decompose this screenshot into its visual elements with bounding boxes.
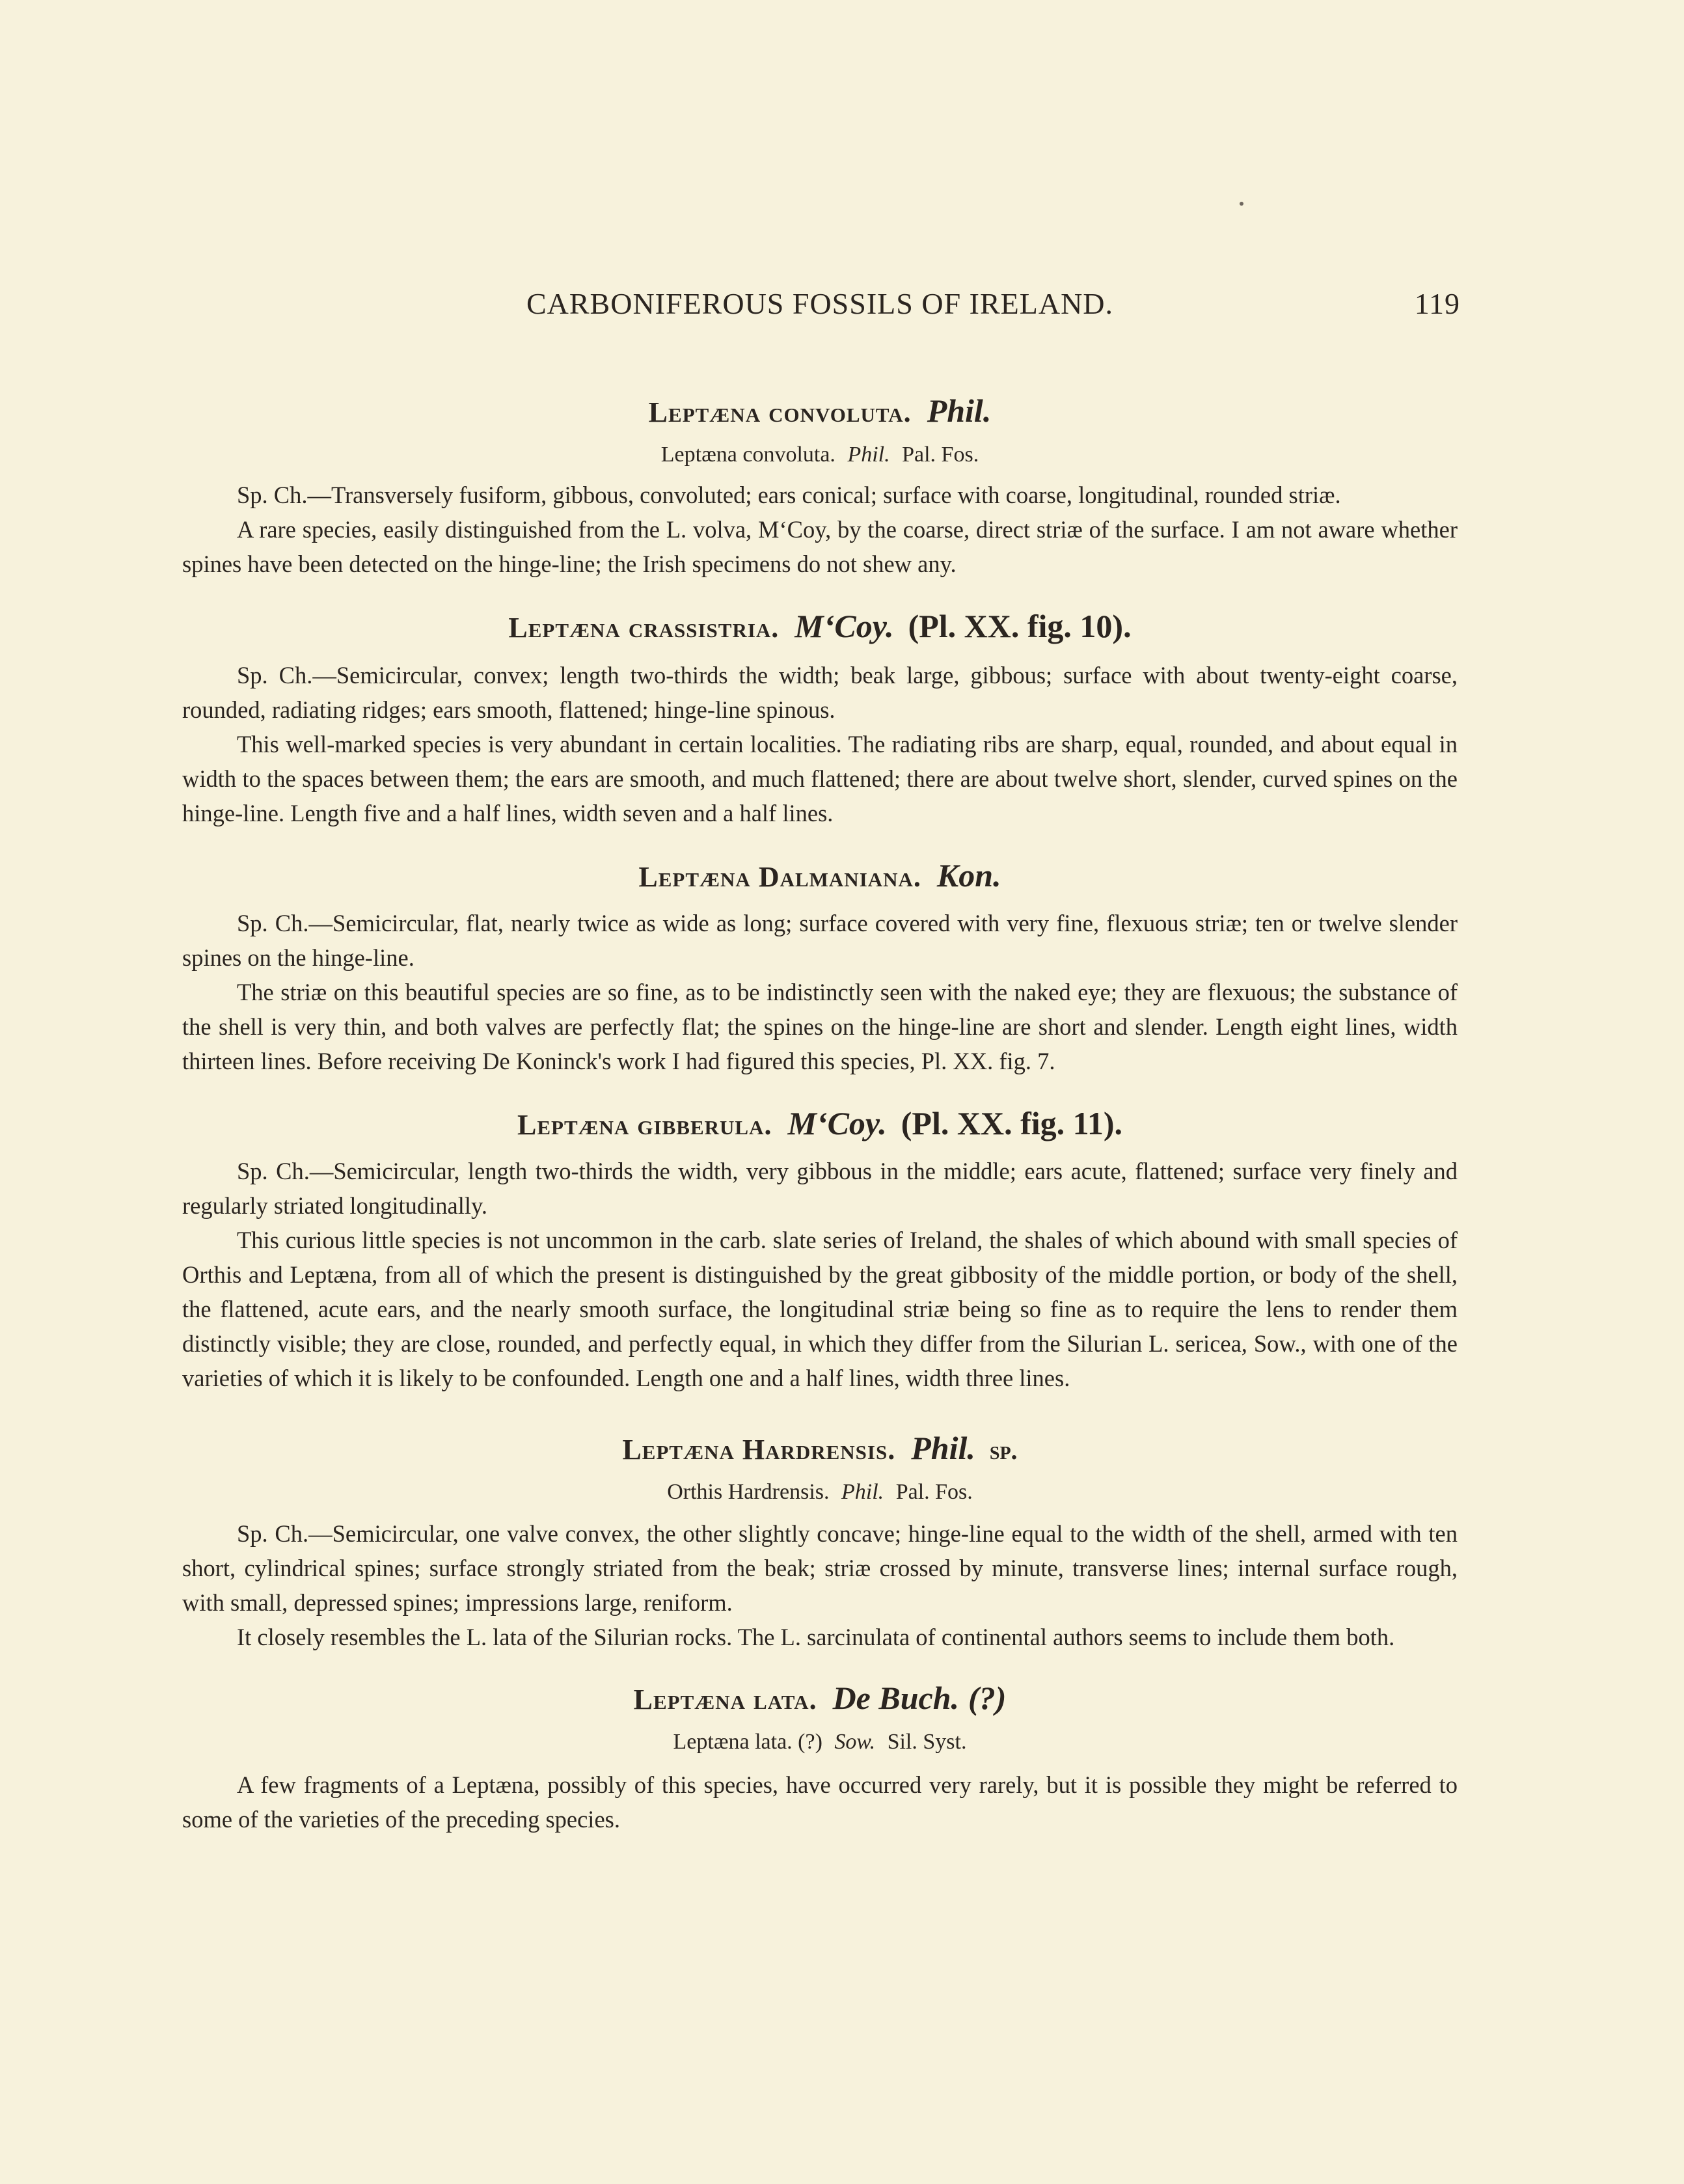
- species-heading: [182, 1104, 1458, 1142]
- species-name: Leptæna Dalmaniana.: [638, 861, 921, 893]
- paragraph: Sp. Ch.—Semicircular, length two-thirds the width, very gibbous in the middle; ears acute, flattened; surface very finely and regularly striated longitudinally.: [182, 1158, 1458, 1219]
- synonym-line: [182, 443, 1458, 467]
- section-hardrensis: [182, 1429, 1458, 1654]
- stray-mark: [1240, 202, 1243, 206]
- plate-reference: (Pl. XX. fig. 10).: [908, 608, 1132, 644]
- species-name: Leptæna Hardrensis.: [622, 1434, 896, 1466]
- species-heading: [182, 607, 1458, 645]
- species-author: Phil.: [927, 392, 992, 429]
- species-heading: [182, 856, 1458, 894]
- species-name: Leptæna lata.: [633, 1684, 817, 1715]
- species-heading: [182, 1679, 1458, 1717]
- species-name: Leptæna convoluta.: [648, 396, 912, 428]
- species-author: M‘Coy.: [794, 608, 894, 644]
- paragraph: Sp. Ch.—Semicircular, flat, nearly twice as wide as long; surface covered with very fine, flexuous striæ; ten or twelve slender spines on the hinge-line.: [182, 910, 1458, 971]
- synonym-line: [182, 1480, 1458, 1505]
- plate-reference: (Pl. XX. fig. 11).: [901, 1105, 1122, 1141]
- species-author: De Buch.: [832, 1680, 960, 1716]
- section-lata: [182, 1679, 1458, 1836]
- section-gibberula: [182, 1104, 1458, 1395]
- synonym-author: Phil.: [847, 443, 890, 467]
- page-number: 119: [1414, 287, 1460, 320]
- species-author: Phil.: [911, 1430, 975, 1466]
- synonym-name: Orthis Hardrensis.: [667, 1480, 830, 1504]
- running-title: CARBONIFEROUS FOSSILS OF IRELAND.: [526, 287, 1114, 320]
- synonym-author: Phil.: [841, 1480, 884, 1504]
- section-crassistria: [182, 607, 1458, 830]
- section-convoluta: [182, 392, 1458, 581]
- paragraph: The striæ on this beautiful species are so fine, as to be indistinctly seen with the naked eye; they are flexuous; the substance of the shell is very thin, and both valves are perfectly flat; the spines on the hinge-line are short and slender. Length eight lines, width thirteen lines. Before receiving De Koninck's work I had figured this species, Pl. XX. fig. 7.: [182, 979, 1458, 1074]
- paragraph: Sp. Ch.—Transversely fusiform, gibbous, convoluted; ears conical; surface with coarse, longitudinal, rounded striæ.: [237, 482, 1341, 508]
- section-dalmaniana: [182, 856, 1458, 1078]
- page: [182, 273, 1458, 1836]
- paragraph: It closely resembles the L. lata of the Silurian rocks. The L. sarcinulata of continental authors seems to include them both.: [237, 1624, 1395, 1650]
- species-qualifier: sp.: [989, 1436, 1018, 1465]
- synonym-ref: Pal. Fos.: [895, 1480, 973, 1504]
- synonym-ref: Pal. Fos.: [902, 443, 979, 467]
- species-author: Kon.: [936, 857, 1001, 894]
- paragraph: This curious little species is not uncommon in the carb. slate series of Ireland, the shales of which abound with small species of Orthis and Leptæna, from all of which the present is distinguished by the great gibbosity of the middle portion, or body of the shell, the flattened, acute ears, and the nearly smooth surface, the longitudinal striæ being so fine as to require the lens to render them distinctly visible; they are close, rounded, and perfectly equal, in which they differ from the Silurian L. sericea, Sow., with one of the varieties of which it is likely to be confounded. Length one and a half lines, width three lines.: [182, 1227, 1458, 1391]
- paragraph: This well-marked species is very abundant in certain localities. The radiating ribs are sharp, equal, rounded, and about equal in width to the spaces between them; the ears are smooth, and much flattened; there are about twelve short, slender, curved spines on the hinge-line. Length five and a half lines, width seven and a half lines.: [182, 731, 1458, 826]
- paragraph: Sp. Ch.—Semicircular, convex; length two-thirds the width; beak large, gibbous; surface with about twenty-eight coarse, rounded, radiating ridges; ears smooth, flattened; hinge-line spinous.: [182, 662, 1458, 723]
- species-name: Leptæna crassistria.: [508, 612, 780, 644]
- synonym-name: Leptæna lata. (?): [673, 1730, 822, 1754]
- synonym-ref: Sil. Syst.: [887, 1730, 967, 1754]
- species-name: Leptæna gibberula.: [517, 1109, 772, 1141]
- species-query: (?): [968, 1680, 1007, 1716]
- synonym-line: [182, 1730, 1458, 1754]
- paragraph: A few fragments of a Leptæna, possibly of this species, have occurred very rarely, but it is possible they might be referred to some of the varieties of the preceding species.: [182, 1771, 1458, 1833]
- synonym-author: Sow.: [834, 1730, 876, 1754]
- species-heading: [182, 1429, 1458, 1467]
- paragraph: A rare species, easily distinguished from the L. volva, M‘Coy, by the coarse, direct striæ of the surface. I am not aware whether spines have been detected on the hinge-line; the Irish specimens do not shew any.: [182, 516, 1458, 577]
- running-head: [182, 273, 1458, 325]
- synonym-name: Leptæna convoluta.: [660, 443, 835, 467]
- species-heading: [182, 392, 1458, 430]
- species-author: M‘Coy.: [787, 1105, 887, 1141]
- paragraph: Sp. Ch.—Semicircular, one valve convex, the other slightly concave; hinge-line equal to the width of the shell, armed with ten short, cylindrical spines; surface strongly striated from the beak; striæ crossed by minute, transverse lines; internal surface rough, with small, depressed spines; impressions large, reniform.: [182, 1520, 1458, 1616]
